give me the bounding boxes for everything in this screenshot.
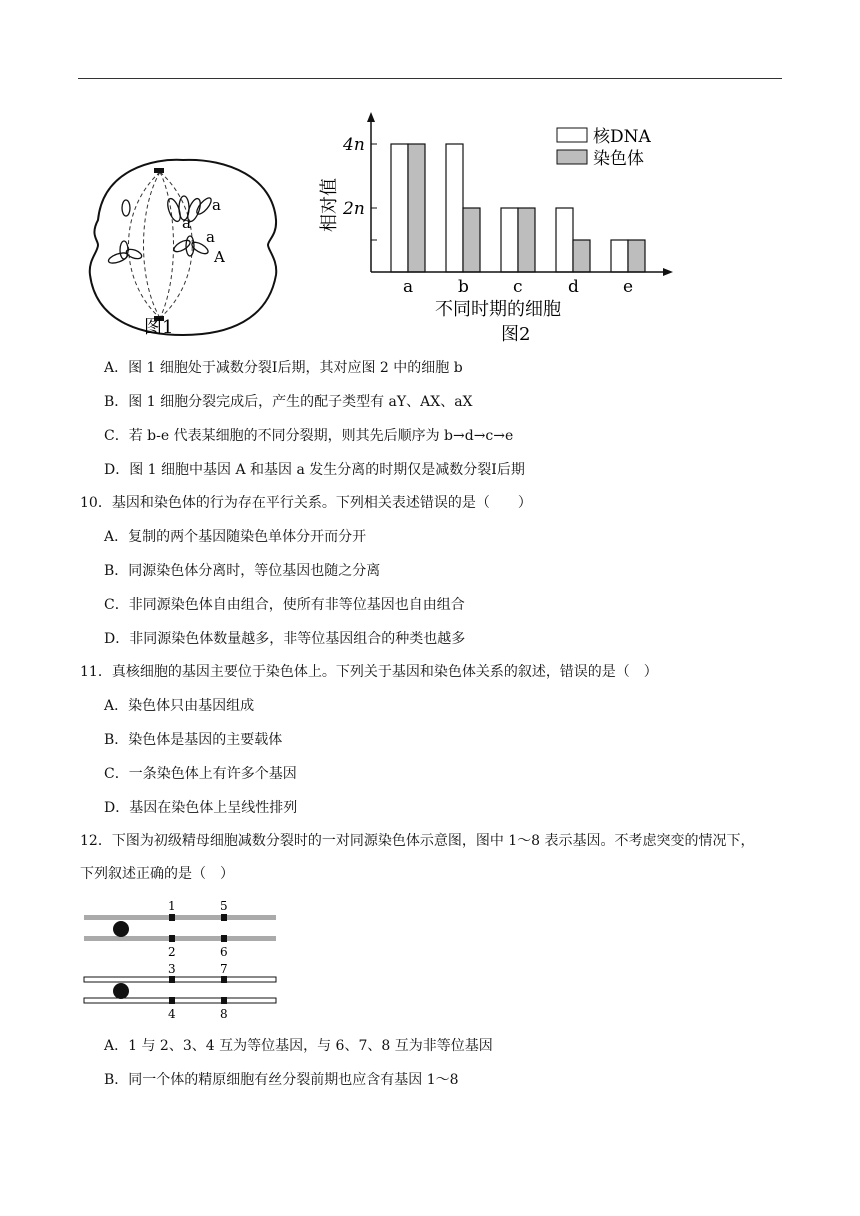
chromatid-2 xyxy=(84,936,276,941)
bar-chromosome-a xyxy=(408,144,425,272)
chromosome-group-lower xyxy=(107,236,210,265)
centriole-top xyxy=(154,168,164,173)
bar-dna-d xyxy=(556,208,573,272)
cell-membrane xyxy=(90,160,277,335)
gene-label-3: 3 xyxy=(168,962,176,976)
q9-option-a: A．图 1 细胞处于减数分裂Ⅰ后期，其对应图 2 中的细胞 b xyxy=(104,360,463,376)
x-tick-label-a: a xyxy=(403,277,414,297)
chromatid-1 xyxy=(84,915,276,920)
chromatid-4 xyxy=(84,998,276,1003)
x-tick-label-c: c xyxy=(513,277,523,297)
fig1-label-a2: a xyxy=(182,214,191,232)
fig1-label-a3: a xyxy=(206,228,215,246)
q9-option-d: D．图 1 细胞中基因 A 和基因 a 发生分离的时期仅是减数分裂Ⅰ后期 xyxy=(104,462,525,478)
gene-label-1: 1 xyxy=(168,899,176,913)
header-rule xyxy=(78,78,782,79)
gene-label-2: 2 xyxy=(168,945,176,959)
q11-option-a: A．染色体只由基因组成 xyxy=(104,698,255,714)
figure2-bar-chart xyxy=(305,110,685,350)
chromatid-3 xyxy=(84,977,276,982)
bar-dna-c xyxy=(501,208,518,272)
bar-chromosome-b xyxy=(463,208,480,272)
bar-dna-b xyxy=(446,144,463,272)
legend-label-dna: 核DNA xyxy=(593,127,651,147)
bar-dna-a xyxy=(391,144,408,272)
y-tick-label-2n: 2n xyxy=(343,199,365,219)
x-axis-label: 不同时期的细胞 xyxy=(435,299,561,320)
q10-option-d: D．非同源染色体数量越多，非等位基因组合的种类也越多 xyxy=(104,631,466,647)
gene-label-6: 6 xyxy=(220,945,228,959)
q12-stem-line1: 12．下图为初级精母细胞减数分裂时的一对同源染色体示意图，图中 1～8 表示基因。不考虑突变的情况下， xyxy=(80,833,755,849)
q11-option-b: B．染色体是基因的主要载体 xyxy=(104,732,283,748)
x-axis-arrow xyxy=(663,268,673,276)
centromere-lower xyxy=(113,983,129,999)
q10-option-a: A．复制的两个基因随染色单体分开而分开 xyxy=(104,529,367,545)
bar-chromosome-e xyxy=(628,240,645,272)
q12-stem-line2: 下列叙述正确的是（ ） xyxy=(80,866,234,882)
q12-chromosome-diagram xyxy=(82,896,282,1022)
legend-swatch-chromosome xyxy=(557,150,587,164)
gene-label-8: 8 xyxy=(220,1007,228,1021)
q12-option-b: B．同一个体的精原细胞有丝分裂前期也应含有基因 1～8 xyxy=(104,1072,459,1088)
chromosome-group-upper xyxy=(122,196,213,223)
bar-chromosome-c xyxy=(518,208,535,272)
gene-label-4: 4 xyxy=(168,1007,176,1021)
fig1-label-A: A xyxy=(214,248,225,266)
figure1-caption: 图1 xyxy=(144,317,174,338)
y-axis-arrow xyxy=(367,112,375,122)
gene-label-5: 5 xyxy=(220,899,228,913)
q10-stem: 10．基因和染色体的行为存在平行关系。下列相关表述错误的是（ ） xyxy=(80,495,532,511)
spindle-fibers xyxy=(129,172,193,318)
centromere-upper xyxy=(113,921,129,937)
bar-dna-e xyxy=(611,240,628,272)
q10-option-c: C．非同源染色体自由组合，使所有非等位基因也自由组合 xyxy=(104,597,465,613)
q9-option-c: C．若 b-e 代表某细胞的不同分裂期，则其先后顺序为 b→d→c→e xyxy=(104,428,514,444)
fig1-label-a1: a xyxy=(212,196,221,214)
x-tick-label-d: d xyxy=(568,277,579,297)
y-tick-label-4n: 4n xyxy=(343,135,365,155)
legend-label-chromosome: 染色体 xyxy=(593,149,644,169)
figure1-cell-diagram xyxy=(78,150,288,350)
q11-option-d: D．基因在染色体上呈线性排列 xyxy=(104,800,298,816)
gene-label-7: 7 xyxy=(220,962,228,976)
bar-chromosome-d xyxy=(573,240,590,272)
q9-option-b: B．图 1 细胞分裂完成后，产生的配子类型有 aY、AX、aX xyxy=(104,394,473,410)
q11-stem: 11．真核细胞的基因主要位于染色体上。下列关于基因和染色体关系的叙述，错误的是（ ） xyxy=(80,664,658,680)
figure2-caption: 图2 xyxy=(501,324,531,345)
y-axis-label: 相对值 xyxy=(319,178,340,232)
x-tick-label-e: e xyxy=(623,277,634,297)
q12-option-a: A．1 与 2、3、4 互为等位基因，与 6、7、8 互为非等位基因 xyxy=(104,1038,493,1054)
q11-option-c: C．一条染色体上有许多个基因 xyxy=(104,766,297,782)
q10-option-b: B．同源染色体分离时，等位基因也随之分离 xyxy=(104,563,381,579)
legend-swatch-dna xyxy=(557,128,587,142)
x-tick-label-b: b xyxy=(458,277,469,297)
